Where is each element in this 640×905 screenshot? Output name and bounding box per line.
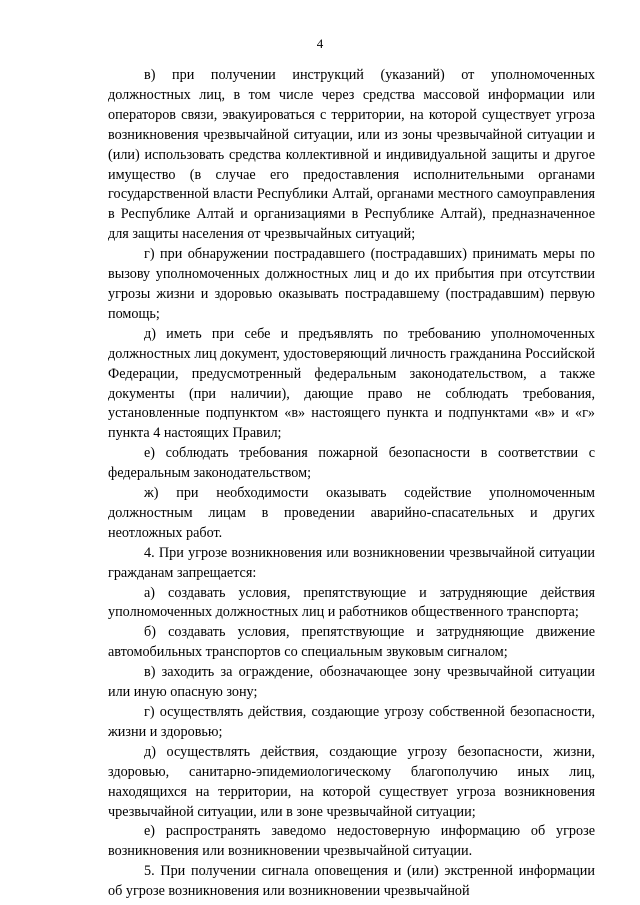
paragraph-4g: г) осуществлять действия, создающие угрозу собственной безопасности, жизни и здоровью; <box>108 704 595 740</box>
paragraph-4d: д) осуществлять действия, создающие угрозу безопасности, жизни, здоровью, санитарно-эпидемиологическому благополучию иных лиц, находящихся на территории, на которой существует угроза возникновения чрезвычайной ситуации, или в зоне чрезвычайной ситуации; <box>108 743 595 820</box>
paragraph-3v: в) при получении инструкций (указаний) от уполномоченных должностных лиц, в том числе через средства массовой информации или операторов связи, эвакуироваться с территории, на которой существует угроза возникновения чрезвычайной ситуации, или из зоны чрезвычайной ситуации и (или) использовать средства коллективной и индивидуальной защиты и другое имущество (в случае его предоставления исполнительными органами государственной власти Республики Алтай, органами местного самоуправления в Республике Алтай и организациями в Республике Алтай), предназначенное для защиты населения от чрезвычайных ситуаций; <box>108 67 595 243</box>
paragraph-4v: в) заходить за ограждение, обозначающее зону чрезвычайной ситуации или иную опасную зону; <box>108 664 595 701</box>
paragraph-3zh: ж) при необходимости оказывать содействие уполномоченным должностным лицам в проведении аварийно-спасательных и других неотложных работ. <box>108 485 595 541</box>
paragraph-4-intro: 4. При угрозе возникновения или возникновении чрезвычайной ситуации гражданам запрещается: <box>108 544 595 581</box>
paragraph-4b: б) создавать условия, препятствующие и затрудняющие движение автомобильных транспортов со специальным звуковым сигналом; <box>108 624 595 661</box>
paragraph-3e: е) соблюдать требования пожарной безопасности в соответствии с федеральным законодательством; <box>108 445 595 482</box>
paragraph-4a: а) создавать условия, препятствующие и затрудняющие действия уполномоченных должностных лиц и работников общественного транспорта; <box>108 584 595 621</box>
page-number: 4 <box>316 36 324 51</box>
paragraph-3d: д) иметь при себе и предъявлять по требованию уполномоченных должностных лиц документ, удостоверяющий личность гражданина Российской Федерации, предусмотренный федеральным законодательством, а также документы (при наличии), дающие право не соблюдать требования, установленные подпунктом «в» настоящего пункта и подпунктами «в» и «г» пункта 4 настоящих Правил; <box>108 325 595 442</box>
paragraph-4e: е) распространять заведомо недостоверную информацию об угрозе возникновения или возникновении чрезвычайной ситуации. <box>108 823 595 860</box>
document-body <box>108 66 595 902</box>
paragraph-5-intro: 5. При получении сигнала оповещения и (или) экстренной информации об угрозе возникновения или возникновении чрезвычайной <box>108 863 595 900</box>
paragraph-3g: г) при обнаружении пострадавшего (пострадавших) принимать меры по вызову уполномоченных должностных лиц и до их прибытия при отсутствии угрозы жизни и здоровью оказывать пострадавшему (пострадавшим) первую помощь; <box>108 246 595 322</box>
